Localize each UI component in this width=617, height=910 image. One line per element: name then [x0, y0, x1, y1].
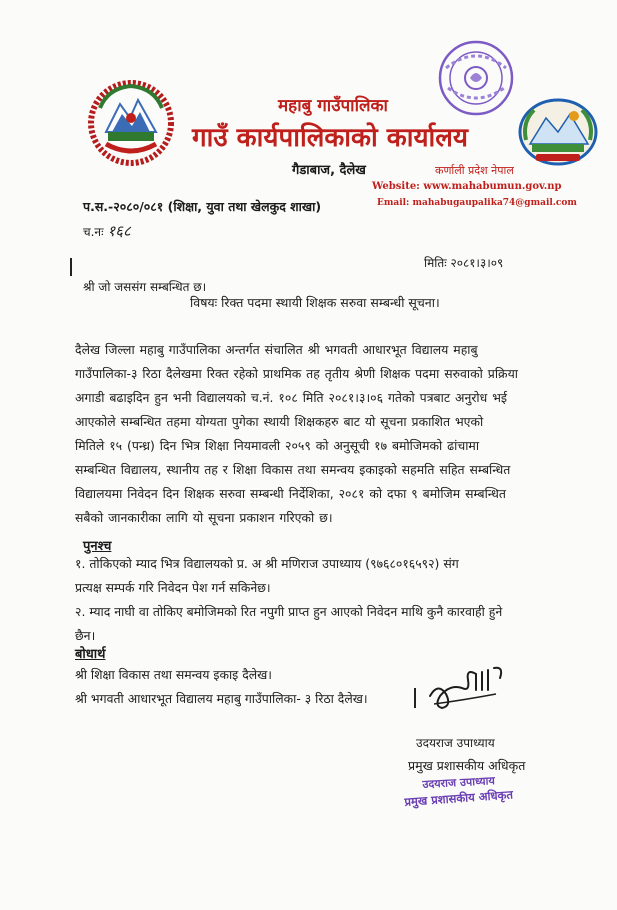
- postscript-line: प्रत्यक्ष सम्पर्क गरि निवेदन पेश गर्न सकिनेछ।: [75, 580, 271, 595]
- body-line: दैलेख जिल्ला महाबु गाउँपालिका अन्तर्गत संचालित श्री भगवती आधारभूत विद्यालय महाबु: [75, 342, 478, 357]
- body-line: विद्यालयमा निवेदन दिन शिक्षक सरुवा सम्बन्धी निर्देशिका, २०८१ को दफा ९ बमोजिम सम्बन्धित: [75, 486, 506, 501]
- postscript-heading: पुनश्च: [83, 539, 112, 554]
- office-title: गाउँ कार्यपालिकाको कार्यालय: [192, 123, 468, 153]
- province-emblem-icon: [512, 92, 604, 172]
- body-line: मितिले १५ (पन्ध्र) दिन भित्र शिक्षा नियमावली २०५९ को अनुसूची १७ बमोजिमको ढांचामा: [75, 438, 480, 453]
- body-line: सबैको जानकारीका लागि यो सूचना प्रकाशन गरिएको छ।: [75, 510, 333, 525]
- stamp-name: उदयराज उपाध्याय: [422, 774, 496, 791]
- nepal-emblem-icon: [86, 78, 176, 168]
- dispatch-number-line: [83, 221, 131, 241]
- postscript-line: छैन।: [75, 628, 96, 643]
- website-link[interactable]: Website: www.mahabumun.gov.np: [372, 181, 562, 192]
- letter-subject: विषयः रिक्त पदमा स्थायी शिक्षक सरुवा सम्बन्धी सूचना।: [190, 295, 440, 310]
- margin-mark: [70, 258, 72, 276]
- province-name: कर्णाली प्रदेश नेपाल: [435, 164, 514, 177]
- dispatch-number: १६८: [107, 222, 131, 240]
- postscript-line: २. म्याद नाघी वा तोकिए बमोजिमको रित नपुगी प्राप्त हुन आएको निवेदन माथि कुनै कारवाही हुने: [75, 604, 503, 619]
- cc-recipient: श्री भगवती आधारभूत विद्यालय महाबु गाउँपालिका- ३ रिठा दैलेख।: [75, 691, 368, 706]
- body-line: आएकोले सम्बन्धित तहमा योग्यता पुगेका स्थायी शिक्षकहरु बाट यो सूचना प्रकाशित भएको: [75, 414, 484, 429]
- cc-recipient: श्री शिक्षा विकास तथा समन्वय इकाइ दैलेख।: [75, 667, 273, 682]
- office-location: गैडाबाज, दैलेख: [292, 163, 366, 178]
- signer-name: उदयराज उपाध्याय: [416, 736, 495, 750]
- margin-mark: [414, 688, 416, 708]
- letter-date: मितिः २०८१।३।०९: [424, 256, 504, 270]
- email-link[interactable]: Email: mahabugaupalika74@gmail.com: [377, 198, 577, 208]
- body-line: अगाडी बढाइदिन हुन भनी विद्यालयको च.नं. १०८ मिति २०८१।३।०६ गतेको पत्रबाट अनुरोध भई: [75, 390, 507, 405]
- body-line: गाउँपालिका-३ रिठा दैलेखमा रिक्त रहेको प्राथमिक तह तृतीय श्रेणी शिक्षक पदमा सरुवाको प्रक्रिया: [75, 366, 518, 381]
- letter-body: [75, 338, 550, 530]
- addressee: श्री जो जससंग सम्बन्धित छ।: [83, 280, 207, 294]
- signer-title: प्रमुख प्रशासकीय अधिकृत: [408, 758, 526, 773]
- dispatch-label: च.नः: [83, 225, 104, 239]
- body-line: सम्बन्धित विद्यालय, स्थानीय तह र शिक्षा विकास तथा समन्वय इकाइको सहमति सहित सम्बन्धित: [75, 462, 511, 477]
- office-seal-icon: [430, 38, 522, 118]
- reference-number: प.स.-२०८०/०८१ (शिक्षा, युवा तथा खेलकुद शाखा): [83, 199, 322, 214]
- municipality-name: महाबु गाउँपालिका: [278, 96, 388, 116]
- cc-heading: बोधार्थ: [75, 647, 106, 662]
- signature-icon: [424, 660, 510, 718]
- postscript-line: १. तोकिएको म्याद भित्र विद्यालयको प्र. अ श्री मणिराज उपाध्याय (९७६८०१६५९२) संग: [75, 556, 459, 571]
- postscript-item: [75, 600, 555, 648]
- postscript-item: [75, 552, 555, 600]
- stamp-title: प्रमुख प्रशासकीय अधिकृत: [404, 787, 514, 809]
